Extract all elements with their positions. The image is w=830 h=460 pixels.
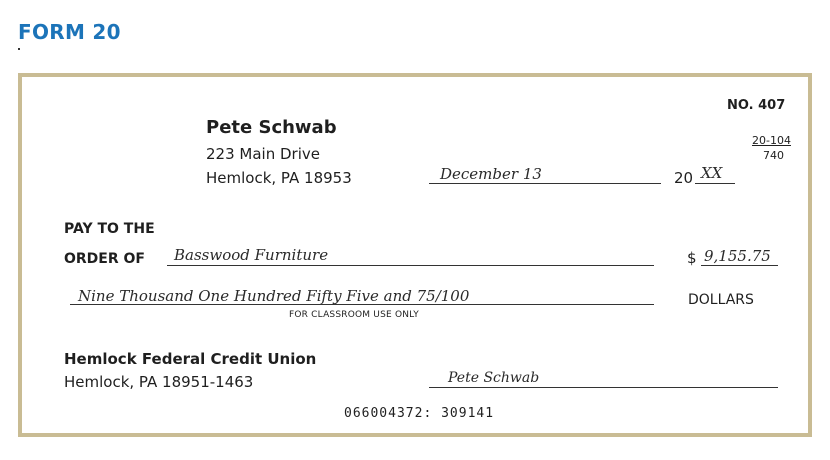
payee-line bbox=[167, 265, 654, 266]
year-field: XX bbox=[701, 164, 723, 182]
year-line bbox=[695, 183, 735, 184]
check-number: NO. 407 bbox=[727, 98, 786, 113]
currency-symbol: $ bbox=[687, 249, 697, 267]
drawer-address-line2: Hemlock, PA 18953 bbox=[206, 169, 352, 187]
divider-dot bbox=[18, 48, 20, 50]
pay-to-label: PAY TO THE bbox=[64, 221, 155, 237]
routing-fraction-top: 20-104 bbox=[752, 134, 791, 147]
routing-fraction-bottom: 740 bbox=[763, 149, 784, 162]
date-line bbox=[429, 183, 661, 184]
micr-line: 066004372: 309141 bbox=[344, 406, 495, 421]
signature-field: Pete Schwab bbox=[448, 370, 540, 386]
classroom-note: FOR CLASSROOM USE ONLY bbox=[289, 310, 419, 320]
drawer-address-line1: 223 Main Drive bbox=[206, 145, 320, 163]
date-field: December 13 bbox=[440, 165, 542, 183]
amount-field: 9,155.75 bbox=[704, 247, 771, 265]
amount-words-line bbox=[70, 304, 654, 305]
bank-name: Hemlock Federal Credit Union bbox=[64, 350, 317, 368]
amount-line bbox=[701, 265, 778, 266]
dollars-label: DOLLARS bbox=[688, 292, 754, 308]
bank-address: Hemlock, PA 18951-1463 bbox=[64, 373, 254, 391]
order-of-label: ORDER OF bbox=[64, 251, 145, 267]
amount-words-field: Nine Thousand One Hundred Fifty Five and 75/100 bbox=[78, 287, 470, 305]
check bbox=[18, 73, 812, 437]
drawer-name: Pete Schwab bbox=[206, 117, 337, 138]
payee-field: Basswood Furniture bbox=[174, 246, 329, 264]
form-title: FORM 20 bbox=[18, 20, 121, 44]
year-prefix: 20 bbox=[674, 169, 694, 187]
signature-line bbox=[429, 387, 778, 388]
